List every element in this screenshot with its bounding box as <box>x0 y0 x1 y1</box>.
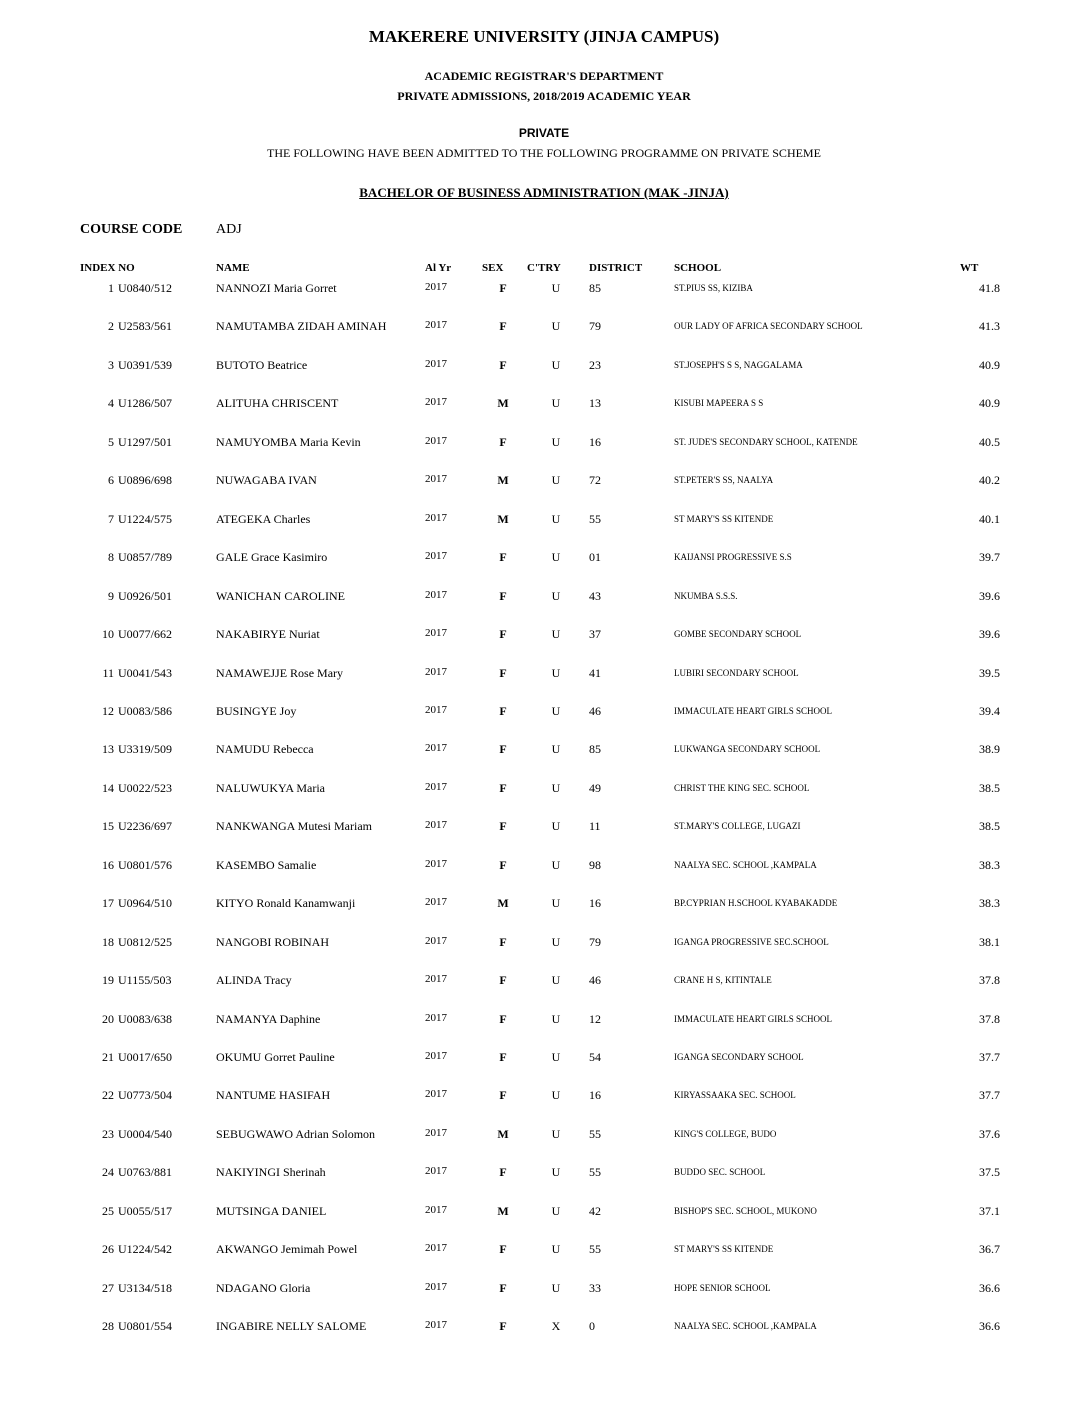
al-year: 2017 <box>425 396 447 408</box>
table-row <box>0 1127 1088 1147</box>
weight: 39.6 <box>979 627 1000 641</box>
country: U <box>551 704 561 718</box>
district: 54 <box>589 1050 601 1064</box>
student-name: NAMUYOMBA Maria Kevin <box>216 435 361 449</box>
row-number: 3 <box>108 358 114 372</box>
sex: F <box>499 935 507 949</box>
weight: 37.1 <box>979 1204 1000 1218</box>
school: CRANE H S, KITINTALE <box>674 975 772 985</box>
school: ST MARY'S SS KITENDE <box>674 1244 774 1254</box>
row-number: 27 <box>102 1281 114 1295</box>
table-row <box>0 1319 1088 1339</box>
al-year: 2017 <box>425 435 447 447</box>
weight: 41.8 <box>979 281 1000 295</box>
country: U <box>551 1165 561 1179</box>
sex: F <box>499 550 507 564</box>
weight: 37.5 <box>979 1165 1000 1179</box>
sex: M <box>497 396 509 410</box>
index-number: U1286/507 <box>118 396 172 410</box>
student-name: MUTSINGA DANIEL <box>216 1204 327 1218</box>
country: U <box>551 781 561 795</box>
country: U <box>551 512 561 526</box>
index-number: U2583/561 <box>118 319 172 333</box>
table-row <box>0 935 1088 955</box>
student-name: AKWANGO Jemimah Powel <box>216 1242 358 1256</box>
row-number: 22 <box>102 1088 114 1102</box>
al-year: 2017 <box>425 704 447 716</box>
school: LUKWANGA SECONDARY SCHOOL <box>674 744 821 754</box>
student-name: OKUMU Gorret Pauline <box>216 1050 335 1064</box>
district: 12 <box>589 1012 601 1026</box>
student-name: WANICHAN CAROLINE <box>216 589 345 603</box>
table-row <box>0 1242 1088 1262</box>
index-number: U0763/881 <box>118 1165 172 1179</box>
sex: F <box>499 1050 507 1064</box>
al-year: 2017 <box>425 973 447 985</box>
school: BP.CYPRIAN H.SCHOOL KYABAKADDE <box>674 898 838 908</box>
country: X <box>551 1319 561 1333</box>
sex: F <box>499 435 507 449</box>
index-number: U0857/789 <box>118 550 172 564</box>
country: U <box>551 819 561 833</box>
student-name: ALINDA Tracy <box>216 973 292 987</box>
sex: F <box>499 1242 507 1256</box>
table-row <box>0 1088 1088 1108</box>
index-number: U0083/638 <box>118 1012 172 1026</box>
student-name: INGABIRE NELLY SALOME <box>216 1319 367 1333</box>
row-number: 25 <box>102 1204 114 1218</box>
student-name: NANGOBI ROBINAH <box>216 935 329 949</box>
sex: F <box>499 627 507 641</box>
table-row <box>0 742 1088 762</box>
district: 0 <box>589 1319 595 1333</box>
index-number: U0964/510 <box>118 896 172 910</box>
table-row <box>0 627 1088 647</box>
school: IMMACULATE HEART GIRLS SCHOOL <box>674 1014 833 1024</box>
country: U <box>551 1281 561 1295</box>
index-number: U0022/523 <box>118 781 172 795</box>
district: 41 <box>589 666 601 680</box>
index-number: U2236/697 <box>118 819 172 833</box>
index-number: U1224/542 <box>118 1242 172 1256</box>
weight: 37.8 <box>979 1012 1000 1026</box>
al-year: 2017 <box>425 896 447 908</box>
table-row <box>0 1012 1088 1032</box>
weight: 39.4 <box>979 704 1000 718</box>
al-year: 2017 <box>425 1012 447 1024</box>
weight: 40.1 <box>979 512 1000 526</box>
al-year: 2017 <box>425 1165 447 1177</box>
school: BUDDO SEC. SCHOOL <box>674 1167 766 1177</box>
student-name: NAMUDU Rebecca <box>216 742 314 756</box>
weight: 38.3 <box>979 858 1000 872</box>
sex: M <box>497 512 509 526</box>
student-name: NALUWUKYA Maria <box>216 781 325 795</box>
weight: 39.5 <box>979 666 1000 680</box>
student-name: NUWAGABA IVAN <box>216 473 317 487</box>
weight: 40.9 <box>979 396 1000 410</box>
school: OUR LADY OF AFRICA SECONDARY SCHOOL <box>674 321 863 331</box>
al-year: 2017 <box>425 473 447 485</box>
al-year: 2017 <box>425 281 447 293</box>
al-year: 2017 <box>425 1088 447 1100</box>
country: U <box>551 896 561 910</box>
district: 16 <box>589 1088 601 1102</box>
weight: 38.5 <box>979 781 1000 795</box>
school: ST MARY'S SS KITENDE <box>674 514 774 524</box>
sex: F <box>499 781 507 795</box>
al-year: 2017 <box>425 512 447 524</box>
course-code-value: ADJ <box>216 222 242 237</box>
al-year: 2017 <box>425 819 447 831</box>
student-name: ATEGEKA Charles <box>216 512 311 526</box>
scheme-heading: PRIVATE <box>518 126 570 140</box>
row-number: 14 <box>102 781 114 795</box>
row-number: 8 <box>108 550 114 564</box>
country: U <box>551 1204 561 1218</box>
al-year: 2017 <box>425 742 447 754</box>
weight: 37.7 <box>979 1050 1000 1064</box>
column-header-school: SCHOOL <box>674 262 722 274</box>
district: 01 <box>589 550 601 564</box>
admissions-heading: PRIVATE ADMISSIONS, 2018/2019 ACADEMIC YEAR <box>397 89 691 103</box>
school: KING'S COLLEGE, BUDO <box>674 1129 777 1139</box>
school: CHRIST THE KING SEC. SCHOOL <box>674 783 810 793</box>
weight: 38.9 <box>979 742 1000 756</box>
district: 85 <box>589 742 601 756</box>
row-number: 7 <box>108 512 114 526</box>
row-number: 28 <box>102 1319 114 1333</box>
school: ST.JOSEPH'S S S, NAGGALAMA <box>674 360 803 370</box>
country: U <box>551 973 561 987</box>
row-number: 12 <box>102 704 114 718</box>
district: 13 <box>589 396 601 410</box>
column-header-sex: SEX <box>482 262 504 274</box>
table-row <box>0 1281 1088 1301</box>
row-number: 13 <box>102 742 114 756</box>
country: U <box>551 1127 561 1141</box>
country: U <box>551 858 561 872</box>
table-row <box>0 704 1088 724</box>
al-year: 2017 <box>425 1050 447 1062</box>
row-number: 6 <box>108 473 114 487</box>
school: IGANGA PROGRESSIVE SEC.SCHOOL <box>674 937 829 947</box>
weight: 38.5 <box>979 819 1000 833</box>
student-name: ALITUHA CHRISCENT <box>216 396 339 410</box>
row-number: 10 <box>102 627 114 641</box>
weight: 36.7 <box>979 1242 1000 1256</box>
sex: M <box>497 896 509 910</box>
country: U <box>551 358 561 372</box>
al-year: 2017 <box>425 1242 447 1254</box>
student-name: NDAGANO Gloria <box>216 1281 311 1295</box>
country: U <box>551 666 561 680</box>
country: U <box>551 281 561 295</box>
column-header-wt: WT <box>960 262 979 274</box>
school: NKUMBA S.S.S. <box>674 591 738 601</box>
school: NAALYA SEC. SCHOOL ,KAMPALA <box>674 1321 817 1331</box>
district: 55 <box>589 1242 601 1256</box>
row-number: 18 <box>102 935 114 949</box>
weight: 38.3 <box>979 896 1000 910</box>
al-year: 2017 <box>425 781 447 793</box>
admission-statement: THE FOLLOWING HAVE BEEN ADMITTED TO THE FOLLOWING PROGRAMME ON PRIVATE SCHEME <box>267 146 821 160</box>
student-name: BUSINGYE Joy <box>216 704 297 718</box>
sex: M <box>497 1204 509 1218</box>
table-row <box>0 1050 1088 1070</box>
column-header-district: DISTRICT <box>589 262 643 274</box>
district: 16 <box>589 435 601 449</box>
country: U <box>551 1012 561 1026</box>
table-row <box>0 1204 1088 1224</box>
table-row <box>0 781 1088 801</box>
index-number: U1155/503 <box>118 973 172 987</box>
al-year: 2017 <box>425 1319 447 1331</box>
row-number: 11 <box>102 666 114 680</box>
weight: 37.7 <box>979 1088 1000 1102</box>
table-row <box>0 281 1088 301</box>
weight: 39.7 <box>979 550 1000 564</box>
student-name: KITYO Ronald Kanamwanji <box>216 896 356 910</box>
table-row <box>0 858 1088 878</box>
sex: F <box>499 742 507 756</box>
row-number: 16 <box>102 858 114 872</box>
student-name: NAMUTAMBA ZIDAH AMINAH <box>216 319 387 333</box>
school: KISUBI MAPEERA S S <box>674 398 764 408</box>
table-row <box>0 435 1088 455</box>
weight: 36.6 <box>979 1281 1000 1295</box>
table-row <box>0 512 1088 532</box>
country: U <box>551 396 561 410</box>
country: U <box>551 319 561 333</box>
index-number: U0896/698 <box>118 473 172 487</box>
student-name: NANKWANGA Mutesi Mariam <box>216 819 372 833</box>
row-number: 19 <box>102 973 114 987</box>
country: U <box>551 550 561 564</box>
country: U <box>551 742 561 756</box>
country: U <box>551 627 561 641</box>
weight: 40.9 <box>979 358 1000 372</box>
country: U <box>551 1088 561 1102</box>
al-year: 2017 <box>425 858 447 870</box>
weight: 37.6 <box>979 1127 1000 1141</box>
district: 79 <box>589 935 601 949</box>
sex: F <box>499 858 507 872</box>
country: U <box>551 1050 561 1064</box>
sex: F <box>499 1281 507 1295</box>
index-number: U0041/543 <box>118 666 172 680</box>
school: ST.MARY'S COLLEGE, LUGAZI <box>674 821 801 831</box>
row-number: 24 <box>102 1165 114 1179</box>
district: 79 <box>589 319 601 333</box>
row-number: 23 <box>102 1127 114 1141</box>
course-code-label: COURSE CODE <box>80 222 183 237</box>
programme-title: BACHELOR OF BUSINESS ADMINISTRATION (MAK -JINJA) <box>359 185 729 200</box>
column-header-name: NAME <box>216 262 250 274</box>
school: LUBIRI SECONDARY SCHOOL <box>674 668 799 678</box>
district: 43 <box>589 589 601 603</box>
sex: F <box>499 1319 507 1333</box>
table-row <box>0 589 1088 609</box>
district: 33 <box>589 1281 601 1295</box>
weight: 40.5 <box>979 435 1000 449</box>
student-name: NAKABIRYE Nuriat <box>216 627 320 641</box>
student-name: BUTOTO Beatrice <box>216 358 308 372</box>
index-number: U1297/501 <box>118 435 172 449</box>
weight: 37.8 <box>979 973 1000 987</box>
row-number: 20 <box>102 1012 114 1026</box>
school: BISHOP'S SEC. SCHOOL, MUKONO <box>674 1206 817 1216</box>
table-row <box>0 319 1088 339</box>
index-number: U0773/504 <box>118 1088 172 1102</box>
country: U <box>551 589 561 603</box>
school: ST.PIUS SS, KIZIBA <box>674 283 753 293</box>
table-row <box>0 550 1088 570</box>
student-name: NAMAWEJJE Rose Mary <box>216 666 344 680</box>
al-year: 2017 <box>425 589 447 601</box>
table-row <box>0 896 1088 916</box>
school: KIRYASSAAKA SEC. SCHOOL <box>674 1090 796 1100</box>
index-number: U3319/509 <box>118 742 172 756</box>
table-row <box>0 819 1088 839</box>
school: IMMACULATE HEART GIRLS SCHOOL <box>674 706 833 716</box>
country: U <box>551 435 561 449</box>
university-title: MAKERERE UNIVERSITY (JINJA CAMPUS) <box>368 27 720 46</box>
weight: 41.3 <box>979 319 1000 333</box>
sex: F <box>499 281 507 295</box>
sex: M <box>497 1127 509 1141</box>
sex: F <box>499 666 507 680</box>
index-number: U1224/575 <box>118 512 172 526</box>
row-number: 2 <box>108 319 114 333</box>
index-number: U3134/518 <box>118 1281 172 1295</box>
row-number: 21 <box>102 1050 114 1064</box>
table-row <box>0 358 1088 378</box>
al-year: 2017 <box>425 935 447 947</box>
school: HOPE SENIOR SCHOOL <box>674 1283 771 1293</box>
row-number: 4 <box>108 396 114 410</box>
student-name: NANNOZI Maria Gorret <box>216 281 337 295</box>
student-name: NAMANYA Daphine <box>216 1012 321 1026</box>
student-name: NANTUME HASIFAH <box>216 1088 331 1102</box>
row-number: 17 <box>102 896 114 910</box>
sex: F <box>499 1165 507 1179</box>
district: 46 <box>589 973 601 987</box>
weight: 36.6 <box>979 1319 1000 1333</box>
weight: 40.2 <box>979 473 1000 487</box>
district: 72 <box>589 473 601 487</box>
sex: F <box>499 1088 507 1102</box>
row-number: 1 <box>108 281 114 295</box>
table-row <box>0 396 1088 416</box>
table-row <box>0 1165 1088 1185</box>
sex: M <box>497 473 509 487</box>
school: IGANGA SECONDARY SCHOOL <box>674 1052 804 1062</box>
al-year: 2017 <box>425 550 447 562</box>
sex: F <box>499 819 507 833</box>
sex: F <box>499 589 507 603</box>
weight: 39.6 <box>979 589 1000 603</box>
student-name: GALE Grace Kasimiro <box>216 550 328 564</box>
school: GOMBE SECONDARY SCHOOL <box>674 629 802 639</box>
table-row <box>0 666 1088 686</box>
index-number: U0004/540 <box>118 1127 172 1141</box>
index-number: U0077/662 <box>118 627 172 641</box>
index-number: U0812/525 <box>118 935 172 949</box>
school: ST. JUDE'S SECONDARY SCHOOL, KATENDE <box>674 437 858 447</box>
index-number: U0391/539 <box>118 358 172 372</box>
index-number: U0926/501 <box>118 589 172 603</box>
student-name: KASEMBO Samalie <box>216 858 317 872</box>
index-number: U0840/512 <box>118 281 172 295</box>
sex: F <box>499 973 507 987</box>
district: 37 <box>589 627 601 641</box>
index-number: U0801/554 <box>118 1319 172 1333</box>
row-number: 5 <box>108 435 114 449</box>
column-header-country: C'TRY <box>527 262 561 274</box>
district: 98 <box>589 858 601 872</box>
district: 85 <box>589 281 601 295</box>
district: 55 <box>589 512 601 526</box>
student-name: NAKIYINGI Sherinah <box>216 1165 326 1179</box>
district: 49 <box>589 781 601 795</box>
student-name: SEBUGWAWO Adrian Solomon <box>216 1127 376 1141</box>
sex: F <box>499 319 507 333</box>
al-year: 2017 <box>425 627 447 639</box>
district: 16 <box>589 896 601 910</box>
district: 23 <box>589 358 601 372</box>
country: U <box>551 935 561 949</box>
sex: F <box>499 358 507 372</box>
department-heading: ACADEMIC REGISTRAR'S DEPARTMENT <box>424 69 664 83</box>
country: U <box>551 1242 561 1256</box>
sex: F <box>499 704 507 718</box>
column-header-al-yr: Al Yr <box>425 262 452 274</box>
al-year: 2017 <box>425 666 447 678</box>
country: U <box>551 473 561 487</box>
table-row <box>0 973 1088 993</box>
column-header-index-no: INDEX NO <box>80 262 135 274</box>
index-number: U0017/650 <box>118 1050 172 1064</box>
district: 55 <box>589 1165 601 1179</box>
index-number: U0083/586 <box>118 704 172 718</box>
school: NAALYA SEC. SCHOOL ,KAMPALA <box>674 860 817 870</box>
index-number: U0801/576 <box>118 858 172 872</box>
school: ST.PETER'S SS, NAALYA <box>674 475 774 485</box>
al-year: 2017 <box>425 358 447 370</box>
district: 55 <box>589 1127 601 1141</box>
district: 11 <box>589 819 601 833</box>
district: 42 <box>589 1204 601 1218</box>
weight: 38.1 <box>979 935 1000 949</box>
row-number: 26 <box>102 1242 114 1256</box>
row-number: 15 <box>102 819 114 833</box>
al-year: 2017 <box>425 1127 447 1139</box>
al-year: 2017 <box>425 1204 447 1216</box>
district: 46 <box>589 704 601 718</box>
school: KAIJANSI PROGRESSIVE S.S <box>674 552 792 562</box>
index-number: U0055/517 <box>118 1204 172 1218</box>
row-number: 9 <box>108 589 114 603</box>
al-year: 2017 <box>425 319 447 331</box>
table-row <box>0 473 1088 493</box>
sex: F <box>499 1012 507 1026</box>
al-year: 2017 <box>425 1281 447 1293</box>
